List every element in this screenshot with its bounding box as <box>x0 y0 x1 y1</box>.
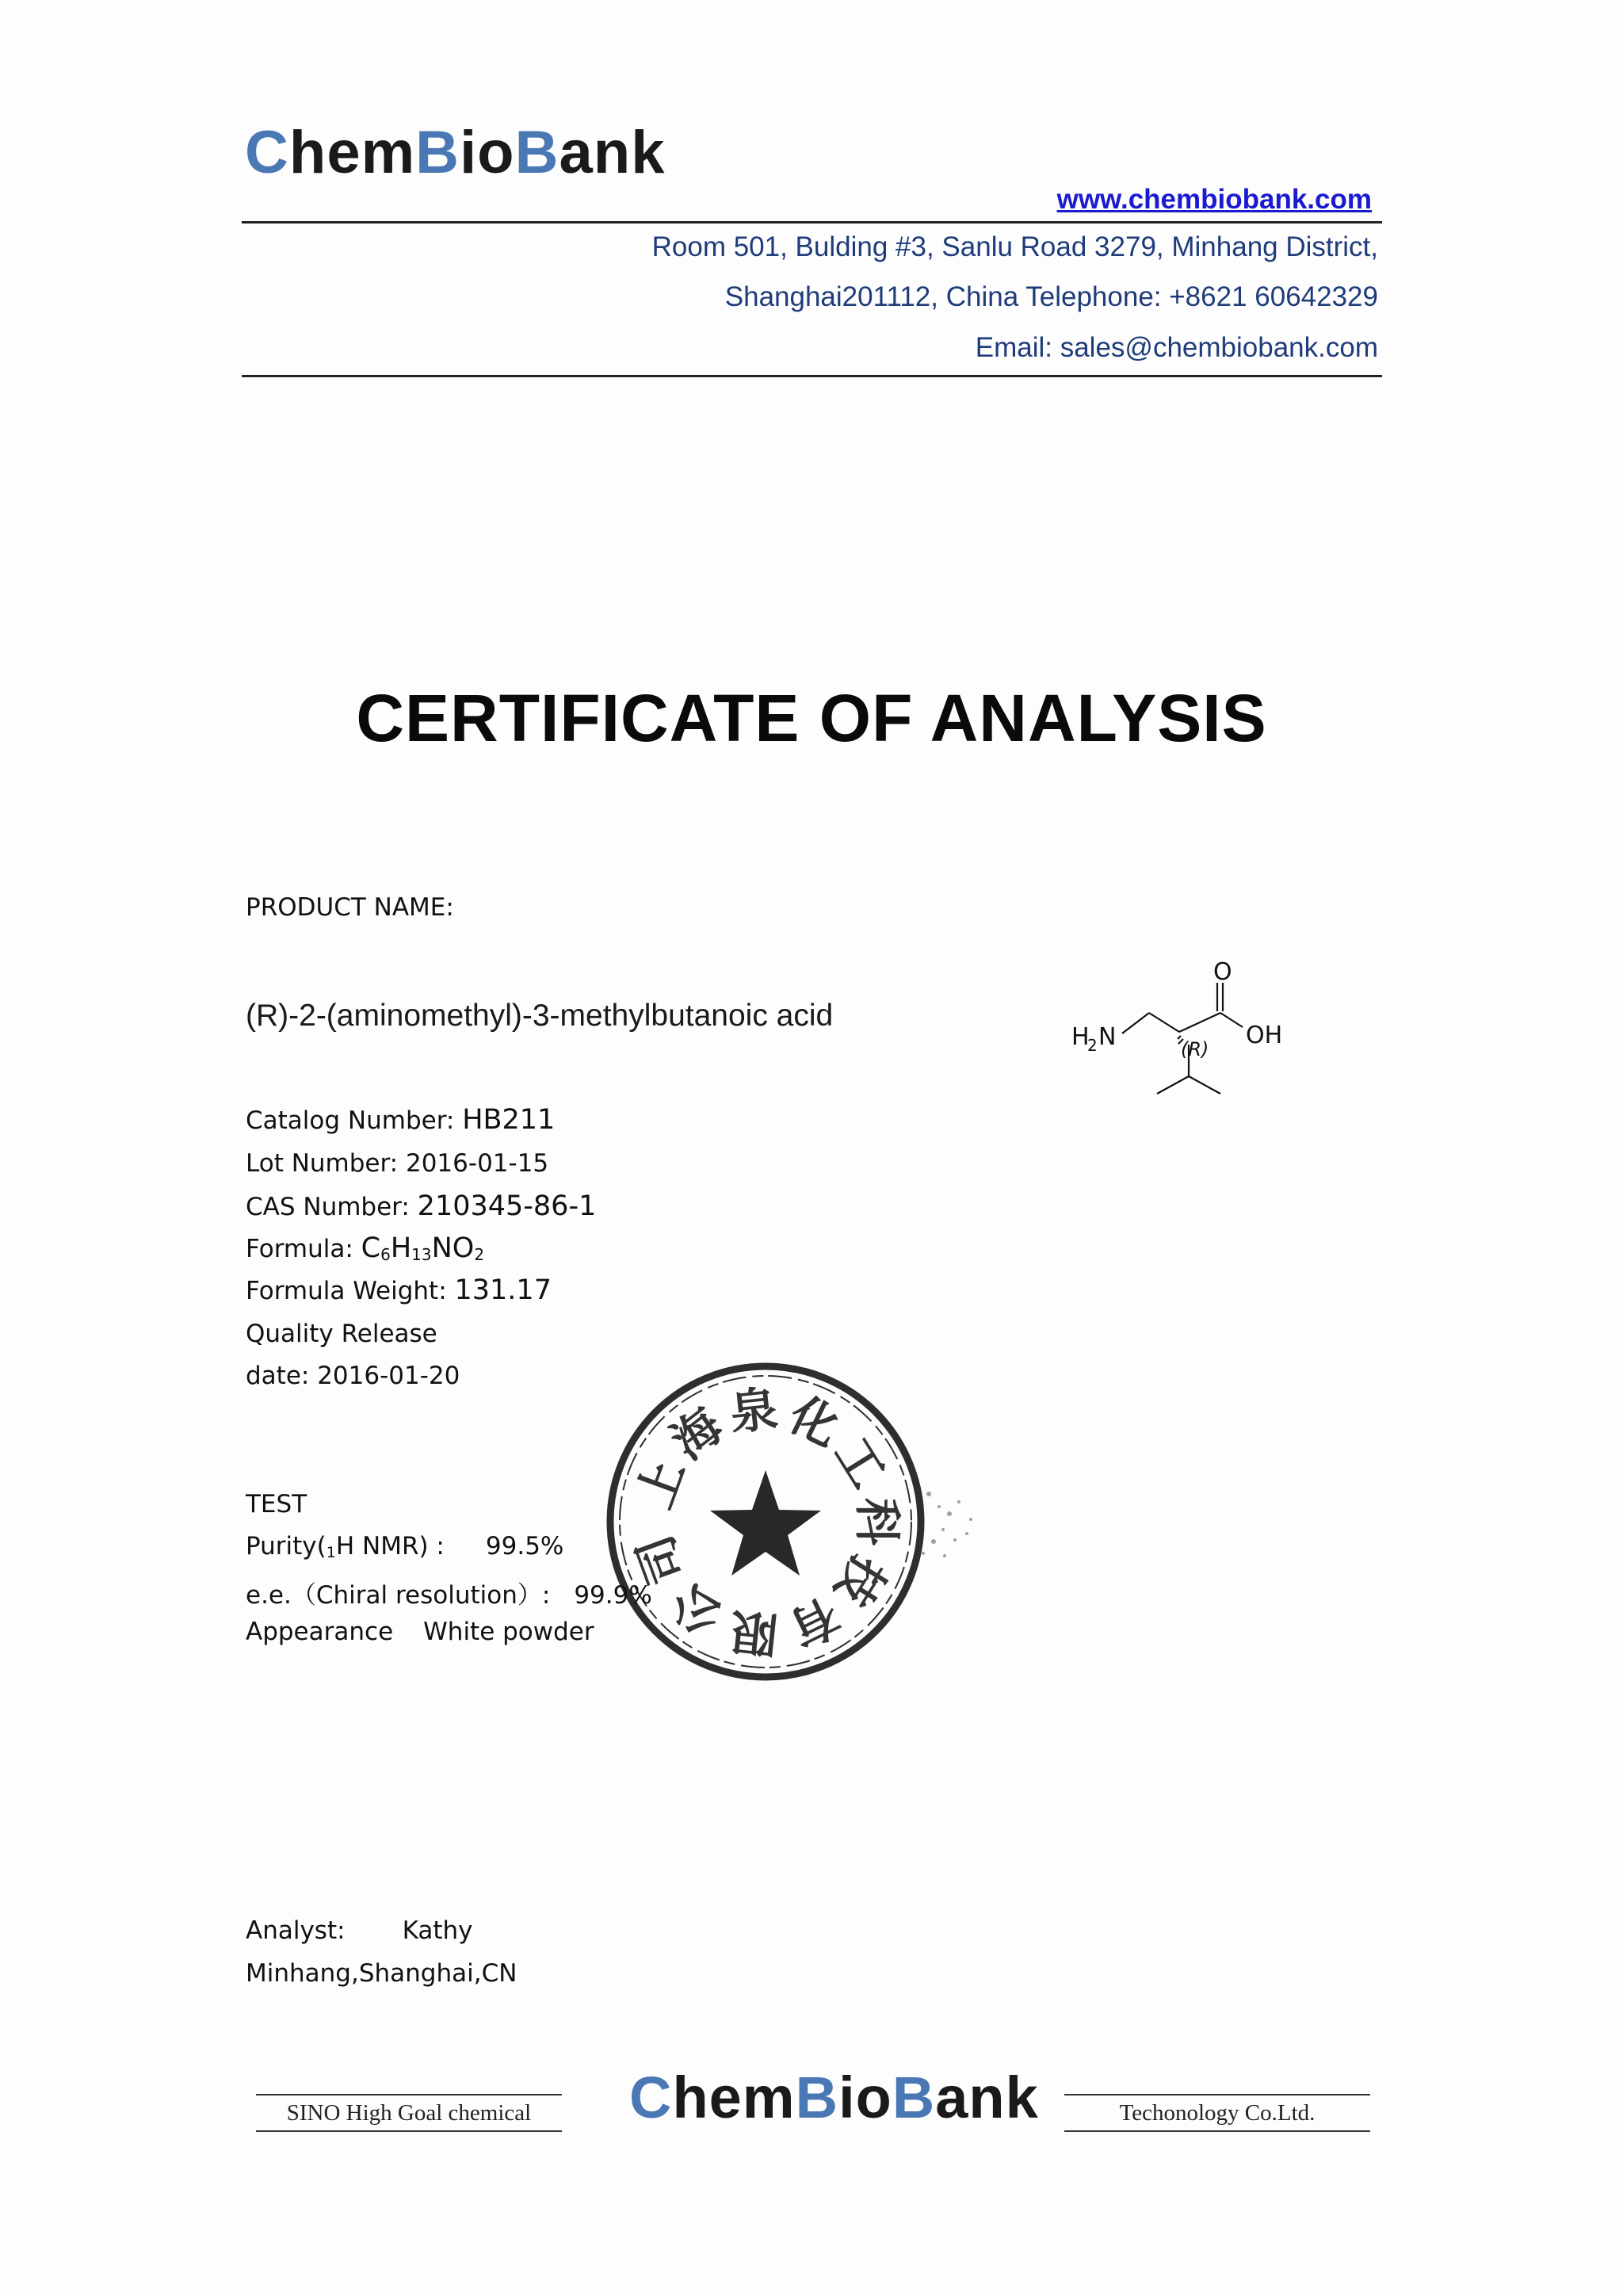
website-link[interactable]: www.chembiobank.com <box>1056 184 1372 215</box>
oxygen-label: O <box>1213 958 1232 986</box>
release-label-line: Quality Release <box>246 1320 437 1348</box>
formula-no: NO <box>431 1232 475 1264</box>
chembiobank-logo <box>245 117 665 189</box>
address-line: Shanghai201112, China Telephone: +8621 60642329 <box>724 281 1378 312</box>
footer-company-left: SINO High Goal chemical <box>256 2094 562 2132</box>
weight-row <box>246 1274 552 1306</box>
catalog-row <box>246 1104 555 1136</box>
hydroxyl-label: OH <box>1246 1022 1283 1049</box>
stereo-label: (R) <box>1181 1038 1209 1060</box>
ee-row <box>246 1575 652 1610</box>
email-line: Email: sales@chembiobank.com <box>975 332 1378 363</box>
cas-row <box>246 1190 596 1222</box>
formula-subscript: 2 <box>474 1245 485 1264</box>
logo-text: hem <box>672 2065 796 2130</box>
seal-character: 化 <box>781 1386 848 1457</box>
lot-value: 2016-01-15 <box>405 1149 549 1178</box>
analyst-row <box>246 1916 473 1945</box>
seal-character: 工 <box>823 1427 896 1498</box>
document-title: CERTIFICATE OF ANALYSIS <box>356 681 1267 755</box>
logo-letter: C <box>245 119 289 186</box>
amine-n-label: N <box>1098 1023 1117 1051</box>
bond-line <box>1149 1013 1179 1032</box>
formula-label: Formula: <box>246 1235 361 1263</box>
lot-label: Lot Number: <box>246 1149 406 1178</box>
formula-subscript: 6 <box>380 1245 391 1264</box>
logo-text: hem <box>288 119 416 186</box>
purity-row <box>246 1532 563 1561</box>
logo-letter: B <box>514 119 559 186</box>
appearance-row <box>246 1618 594 1646</box>
logo-text: io <box>838 2065 892 2130</box>
chemical-structure-image <box>1070 957 1308 1100</box>
analyst-value: Kathy <box>402 1916 473 1945</box>
bond-line <box>1179 1013 1220 1032</box>
appearance-label: Appearance <box>246 1618 394 1646</box>
seal-character: 科 <box>849 1498 904 1545</box>
location-line: Minhang,Shanghai,CN <box>246 1959 517 1988</box>
logo-text: io <box>460 119 515 186</box>
seal-character: 有 <box>781 1586 848 1657</box>
seal-character: 司 <box>627 1527 696 1592</box>
formula-row <box>246 1232 484 1264</box>
logo-letter: B <box>892 2065 936 2130</box>
bond-line <box>1220 1013 1243 1027</box>
logo-letter: B <box>415 119 460 186</box>
ee-value: 99.9% <box>574 1581 652 1610</box>
weight-value: 131.17 <box>454 1274 552 1306</box>
seal-star-icon <box>710 1470 821 1576</box>
purity-value: 99.5% <box>485 1532 564 1561</box>
purity-label: Purity( <box>246 1532 327 1561</box>
header-divider <box>242 375 1382 377</box>
company-seal-stamp <box>602 1351 983 1684</box>
catalog-value: HB211 <box>462 1104 556 1136</box>
lot-row <box>246 1149 548 1178</box>
formula-subscript: 13 <box>411 1245 432 1264</box>
seal-ink-speckle <box>922 1492 972 1557</box>
logo-letter: B <box>795 2065 839 2130</box>
cas-label: CAS Number: <box>246 1193 418 1221</box>
seal-character: 上 <box>627 1451 696 1516</box>
cas-value: 210345-86-1 <box>417 1190 597 1222</box>
logo-letter: C <box>629 2065 673 2130</box>
footer-banner <box>242 2061 1383 2132</box>
formula-h: H <box>390 1232 412 1264</box>
logo-text: ank <box>559 119 666 186</box>
address-line: Room 501, Bulding #3, Sanlu Road 3279, Minhang District, <box>651 231 1378 262</box>
test-heading: TEST <box>246 1490 307 1519</box>
bond-line <box>1122 1013 1149 1033</box>
formula-c: C <box>361 1232 381 1264</box>
footer-company-right: Techonology Co.Ltd. <box>1064 2094 1370 2132</box>
seal-character: 技 <box>823 1545 896 1616</box>
amine-h-label: H <box>1071 1023 1090 1051</box>
bond-line <box>1189 1076 1220 1094</box>
purity-label: H NMR) : <box>335 1532 445 1561</box>
weight-label: Formula Weight: <box>246 1277 455 1305</box>
product-name: (R)-2-(aminomethyl)-3-methylbutanoic acid <box>246 999 834 1033</box>
ee-label: e.e.（Chiral resolution）: <box>246 1581 551 1610</box>
seal-character: 公 <box>661 1572 733 1646</box>
seal-character: 海 <box>661 1397 733 1471</box>
seal-character: 泉 <box>727 1381 781 1442</box>
catalog-label: Catalog Number: <box>246 1106 463 1135</box>
footer-chembiobank-logo <box>629 2064 1039 2132</box>
purity-subscript: 1 <box>326 1544 336 1561</box>
appearance-value: White powder <box>423 1618 594 1646</box>
seal-character: 限 <box>727 1602 781 1663</box>
amine-subscript: 2 <box>1087 1036 1098 1055</box>
analyst-label: Analyst: <box>246 1916 346 1945</box>
header-divider <box>242 221 1382 223</box>
bond-line <box>1157 1076 1189 1094</box>
logo-text: ank <box>935 2065 1039 2130</box>
product-name-label: PRODUCT NAME: <box>246 893 454 922</box>
release-date-line: date: 2016-01-20 <box>246 1362 460 1390</box>
